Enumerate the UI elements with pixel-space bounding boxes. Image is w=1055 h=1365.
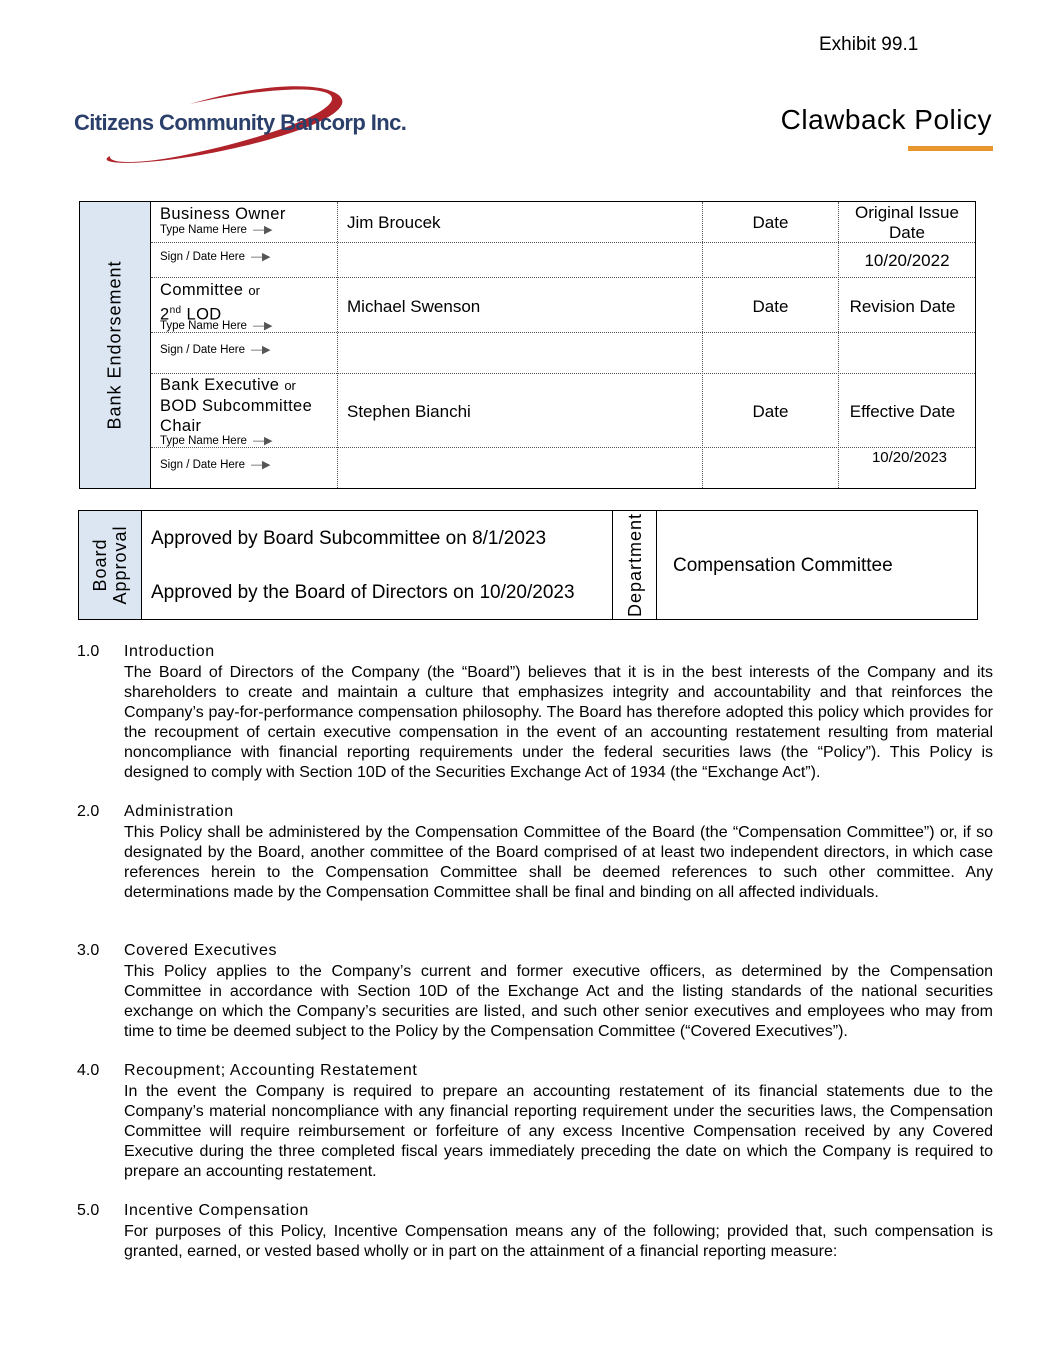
original-issue-date-label: Original Issue Date: [855, 203, 959, 242]
section-title: Covered Executives: [124, 942, 278, 959]
title-accent-bar: [908, 146, 993, 151]
section-number: 4.0: [77, 1062, 100, 1079]
section-title: Recoupment; Accounting Restatement: [124, 1062, 418, 1079]
logo-text: Citizens Community Bancorp Inc.: [74, 110, 407, 135]
effective-date-value: 10/20/2023: [871, 449, 948, 466]
section-body: For purposes of this Policy, Incentive Compensation means any of the following; provided that, such compensation is granted, earned, or vested based wholly or in part on the attainment of a financial reporting measure:: [124, 1223, 993, 1260]
section-number: 2.0: [77, 803, 100, 820]
department-side-label: Department: [624, 512, 645, 618]
board-approval-side-label: Board Approval: [90, 525, 130, 605]
revision-date-label: Revision Date: [849, 297, 956, 316]
sign-date-hint: Sign / Date Here —▶: [160, 251, 271, 263]
role-committee: Committee or 2nd LOD: [160, 281, 260, 324]
business-owner-name[interactable]: Jim Broucek: [347, 213, 441, 232]
bank-executive-name[interactable]: Stephen Bianchi: [347, 402, 471, 421]
department-value: Compensation Committee: [673, 555, 893, 576]
date-label: Date: [752, 402, 789, 421]
committee-name[interactable]: Michael Swenson: [347, 297, 481, 316]
section-body: The Board of Directors of the Company (the “Board”) believes that it is in the best interests of the Company and its shareholders to create and maintain a culture that emphasizes integrity and accountability and that reinforces the Company’s pay-for-performance compensation philosophy. The Board has therefore adopted this policy which provides for the recoupment of certain executive compensation in the event of an accounting restatement resulting from material noncompliance with financial reporting requirements under the federal securities laws (the “Policy”). This Policy is designed to comply with Section 10D of the Securities Exchange Act of 1934 (the “Exchange Act”).: [124, 664, 993, 781]
role-bank-executive: Bank Executive or BOD Subcommittee Chair: [160, 376, 313, 435]
role-business-owner: Business Owner: [160, 205, 286, 223]
type-name-hint: Type Name Here —▶: [160, 435, 273, 447]
board-approval-side-cell: [79, 511, 142, 619]
department-side-cell: [613, 511, 656, 619]
original-issue-date-value: 10/20/2022: [864, 251, 950, 270]
section-number: 3.0: [77, 942, 100, 959]
section-title: Incentive Compensation: [124, 1202, 309, 1219]
sign-date-hint: Sign / Date Here —▶: [160, 459, 271, 471]
arrow-right-icon: —▶: [252, 435, 273, 447]
date-label: Date: [752, 213, 789, 232]
page-title: Clawback Policy: [780, 104, 992, 135]
type-name-hint: Type Name Here —▶: [160, 320, 273, 332]
approval-board: Approved by the Board of Directors on 10/20/2023: [151, 582, 575, 603]
section-body: This Policy applies to the Company’s current and former executive officers, as determined by the Compensation Committee in accordance with Section 10D of the Exchange Act and the listing standards of the national securities exchange on which the Company’s securities are listed, and such other senior executives and employees who may from time to time be deemed subject to the Policy by the Compensation Committee (“Covered Executives”).: [124, 963, 993, 1040]
endorsement-side-cell: [80, 202, 151, 488]
sign-date-hint: Sign / Date Here —▶: [160, 344, 271, 356]
section-title: Administration: [124, 803, 234, 820]
company-logo: [70, 82, 407, 172]
endorsement-side-label: Bank Endorsement: [104, 260, 125, 430]
bank-endorsement-table: [79, 201, 976, 489]
type-name-hint: Type Name Here —▶: [160, 224, 273, 236]
approval-subcommittee: Approved by Board Subcommittee on 8/1/2023: [151, 528, 547, 549]
board-approval-table: [78, 510, 978, 620]
section-body: In the event the Company is required to prepare an accounting restatement of its financial statements due to the Company’s material noncompliance with any financial reporting requirement under the securities laws, the Compensation Committee will require reimbursement or forfeiture of any excess Incentive Compensation received by any Covered Executive during the three completed fiscal years immediately preceding the date on which the Company is required to prepare an accounting restatement.: [124, 1083, 993, 1180]
effective-date-label: Effective Date: [849, 402, 956, 421]
arrow-right-icon: —▶: [252, 320, 273, 332]
section-number: 5.0: [77, 1202, 100, 1219]
section-body: This Policy shall be administered by the Compensation Committee of the Board (the “Compensation Committee”) or, if so designated by the Board, another committee of the Board comprised of at least two independent directors, in which case references herein to the Compensation Committee shall be deemed references to such other committee. Any determinations made by the Compensation Committee shall be final and binding on all affected individuals.: [124, 824, 993, 901]
arrow-right-icon: —▶: [251, 251, 271, 263]
arrow-right-icon: —▶: [251, 344, 271, 356]
arrow-right-icon: —▶: [251, 459, 271, 471]
arrow-right-icon: —▶: [252, 224, 273, 236]
section-title: Introduction: [124, 643, 215, 660]
exhibit-label: Exhibit 99.1: [819, 34, 919, 55]
date-label: Date: [752, 297, 789, 316]
section-number: 1.0: [77, 643, 100, 660]
